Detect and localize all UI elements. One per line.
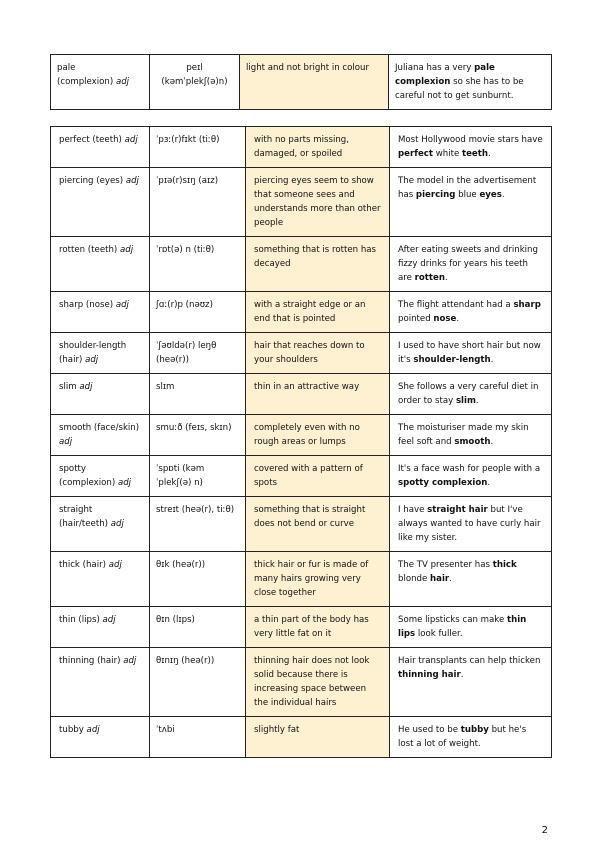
example-cell bbox=[390, 552, 552, 607]
example-bold: straight hair bbox=[427, 505, 488, 515]
word: spotty (complexion) bbox=[59, 464, 116, 488]
word-cell bbox=[51, 497, 150, 552]
part-of-speech: adj bbox=[120, 245, 134, 255]
example-text: Most Hollywood movie stars have bbox=[398, 135, 543, 145]
table-row bbox=[51, 168, 552, 237]
part-of-speech: adj bbox=[79, 382, 93, 392]
pronunciation-line-2: (kəmˈplekʃ(ə)n) bbox=[161, 77, 228, 87]
word-cell bbox=[51, 607, 150, 648]
example-bold: tubby bbox=[460, 725, 489, 735]
example-bold: thinning hair bbox=[398, 670, 461, 680]
word: smooth (face/skin) bbox=[59, 423, 140, 433]
example-text: but he's lost a lot of weight. bbox=[398, 725, 527, 749]
definition-cell: thick hair or fur is made of many hairs growing very close together bbox=[246, 552, 390, 607]
example-cell bbox=[390, 717, 552, 758]
part-of-speech: adj bbox=[115, 300, 129, 310]
word: straight (hair/teeth) bbox=[59, 505, 108, 529]
example-text: . bbox=[475, 396, 479, 406]
example-bold: pale complexion bbox=[395, 63, 495, 87]
word: pale bbox=[57, 63, 76, 73]
pronunciation-cell: θɪk (heə(r)) bbox=[150, 552, 246, 607]
word-cell bbox=[51, 55, 150, 110]
word-cell bbox=[51, 456, 150, 497]
definition-cell: thin in an attractive way bbox=[246, 374, 390, 415]
word-note: (complexion) bbox=[57, 77, 114, 87]
example-bold: perfect bbox=[398, 149, 433, 159]
example-cell bbox=[390, 415, 552, 456]
word: sharp (nose) bbox=[59, 300, 114, 310]
word: shoulder-length (hair) bbox=[59, 341, 127, 365]
example-text: look fuller. bbox=[415, 629, 463, 639]
part-of-speech: adj bbox=[86, 725, 100, 735]
example-text: Juliana has a very bbox=[395, 63, 475, 73]
definition-cell: hair that reaches down to your shoulders bbox=[246, 333, 390, 374]
definition-cell: light and not bright in colour bbox=[240, 55, 389, 110]
example-cell bbox=[390, 333, 552, 374]
definition-cell: covered with a pattern of spots bbox=[246, 456, 390, 497]
example-bold: thin lips bbox=[398, 615, 527, 639]
example-cell bbox=[390, 374, 552, 415]
pronunciation-line-1: peɪl bbox=[186, 63, 203, 73]
table-row bbox=[51, 127, 552, 168]
word-cell bbox=[51, 648, 150, 717]
word: piercing (eyes) bbox=[59, 176, 124, 186]
example-bold: hair bbox=[430, 574, 450, 584]
pronunciation-cell: ˈpɜː(r)fɪkt (tiːθ) bbox=[150, 127, 246, 168]
word-cell bbox=[51, 168, 150, 237]
table-row bbox=[51, 552, 552, 607]
example-cell bbox=[390, 607, 552, 648]
example-text: The TV presenter has bbox=[398, 560, 493, 570]
table-row bbox=[51, 292, 552, 333]
example-bold: eyes bbox=[479, 190, 502, 200]
example-bold: nose bbox=[433, 314, 457, 324]
definition-cell: something that is straight does not bend or curve bbox=[246, 497, 390, 552]
example-text: white bbox=[433, 149, 462, 159]
example-text: She follows a very careful diet in order to stay bbox=[398, 382, 539, 406]
example-bold: shoulder-length bbox=[413, 355, 491, 365]
example-text: It's a face wash for people with a bbox=[398, 464, 541, 474]
example-bold: rotten bbox=[414, 273, 445, 283]
table-row bbox=[51, 497, 552, 552]
example-cell bbox=[390, 497, 552, 552]
example-text: The moisturiser made my skin feel soft and bbox=[398, 423, 529, 447]
table-row bbox=[51, 648, 552, 717]
word: thinning (hair) bbox=[59, 656, 121, 666]
example-cell bbox=[390, 127, 552, 168]
example-bold: thick bbox=[492, 560, 517, 570]
example-text: . bbox=[460, 670, 464, 680]
example-cell bbox=[390, 168, 552, 237]
definition-cell: something that is rotten has decayed bbox=[246, 237, 390, 292]
definition-cell: thinning hair does not look solid because there is increasing space between the individual hairs bbox=[246, 648, 390, 717]
table-row bbox=[51, 415, 552, 456]
table-row bbox=[51, 607, 552, 648]
part-of-speech: adj bbox=[124, 135, 138, 145]
example-text: . bbox=[490, 437, 494, 447]
pronunciation-cell: ʃɑː(r)p (nəʊz) bbox=[150, 292, 246, 333]
example-text: blue bbox=[455, 190, 480, 200]
word-cell bbox=[51, 127, 150, 168]
part-of-speech: adj bbox=[85, 355, 99, 365]
definition-cell: a thin part of the body has very little fat on it bbox=[246, 607, 390, 648]
example-text: but I've always wanted to have curly hair like my sister. bbox=[398, 505, 541, 543]
example-bold: slim bbox=[455, 396, 476, 406]
example-text: pointed bbox=[398, 314, 434, 324]
part-of-speech: adj bbox=[123, 656, 137, 666]
example-bold: spotty complexion bbox=[398, 478, 488, 488]
page-number: 2 bbox=[541, 825, 548, 836]
example-text: Some lipsticks can make bbox=[398, 615, 507, 625]
word-cell bbox=[51, 374, 150, 415]
table-row bbox=[51, 237, 552, 292]
word-cell bbox=[51, 552, 150, 607]
example-cell bbox=[390, 237, 552, 292]
pronunciation-cell: ˈspɒti (kəmˈplekʃ(ə) n) bbox=[150, 456, 246, 497]
example-text: The flight attendant had a bbox=[398, 300, 514, 310]
word: thin (lips) bbox=[59, 615, 100, 625]
part-of-speech: adj bbox=[117, 478, 132, 488]
part-of-speech: adj bbox=[59, 437, 73, 447]
example-cell bbox=[390, 456, 552, 497]
word: slim bbox=[59, 382, 77, 392]
pronunciation-cell: ˈrɒt(ə) n (tiːθ) bbox=[150, 237, 246, 292]
pronunciation-cell: θɪn (lɪps) bbox=[150, 607, 246, 648]
example-text: . bbox=[444, 273, 448, 283]
pronunciation-cell: streɪt (heə(r), tiːθ) bbox=[150, 497, 246, 552]
definition-cell: slightly fat bbox=[246, 717, 390, 758]
word-cell bbox=[51, 237, 150, 292]
part-of-speech: adj bbox=[115, 77, 130, 87]
table-row bbox=[51, 717, 552, 758]
definition-cell: with a straight edge or an end that is pointed bbox=[246, 292, 390, 333]
example-text: I used to have short hair but now it's bbox=[398, 341, 541, 365]
example-text: After eating sweets and drinking fizzy drinks for years his teeth are bbox=[398, 245, 538, 283]
part-of-speech: adj bbox=[110, 519, 124, 529]
word: thick (hair) bbox=[59, 560, 106, 570]
example-bold: sharp bbox=[513, 300, 541, 310]
pronunciation-cell: ˈʃəʊldə(r) leŋθ (heə(r)) bbox=[150, 333, 246, 374]
table-row bbox=[51, 374, 552, 415]
word: perfect (teeth) bbox=[59, 135, 122, 145]
word-cell bbox=[51, 717, 150, 758]
word: tubby bbox=[59, 725, 84, 735]
word: rotten (teeth) bbox=[59, 245, 118, 255]
example-cell bbox=[389, 55, 552, 110]
example-text: . bbox=[456, 314, 460, 324]
example-text: . bbox=[490, 355, 494, 365]
definition-cell: with no parts missing, damaged, or spoiled bbox=[246, 127, 390, 168]
example-text: I have bbox=[398, 505, 428, 515]
word-cell bbox=[51, 415, 150, 456]
pronunciation-cell: smuːð (feɪs, skɪn) bbox=[150, 415, 246, 456]
definition-cell: piercing eyes seem to show that someone sees and understands more than other people bbox=[246, 168, 390, 237]
pronunciation-cell bbox=[150, 55, 240, 110]
part-of-speech: adj bbox=[125, 176, 139, 186]
definition-cell: completely even with no rough areas or lumps bbox=[246, 415, 390, 456]
table-row bbox=[51, 55, 552, 110]
example-text: . bbox=[501, 190, 505, 200]
top-vocabulary-table bbox=[50, 54, 552, 110]
pronunciation-cell: slɪm bbox=[150, 374, 246, 415]
word-cell bbox=[51, 333, 150, 374]
example-text: . bbox=[487, 149, 491, 159]
pronunciation-cell: ˈpɪə(r)sɪŋ (aɪz) bbox=[150, 168, 246, 237]
example-text: He used to be bbox=[398, 725, 461, 735]
part-of-speech: adj bbox=[108, 560, 122, 570]
pronunciation-cell: θɪnɪŋ (heə(r)) bbox=[150, 648, 246, 717]
example-text: so she has to be careful not to get sunburnt. bbox=[395, 77, 524, 101]
word-cell bbox=[51, 292, 150, 333]
table-row bbox=[51, 333, 552, 374]
table-row bbox=[51, 456, 552, 497]
example-bold: smooth bbox=[454, 437, 491, 447]
example-cell bbox=[390, 292, 552, 333]
example-text: The model in the advertisement has bbox=[398, 176, 537, 200]
example-text: . bbox=[487, 478, 491, 488]
example-bold: piercing bbox=[415, 190, 456, 200]
example-cell bbox=[390, 648, 552, 717]
example-text: Hair transplants can help thicken bbox=[398, 656, 541, 666]
part-of-speech: adj bbox=[102, 615, 116, 625]
pronunciation-cell: ˈtʌbi bbox=[150, 717, 246, 758]
main-vocabulary-table bbox=[50, 126, 552, 758]
example-bold: teeth bbox=[461, 149, 488, 159]
example-text: blonde bbox=[398, 574, 431, 584]
example-text: . bbox=[449, 574, 452, 584]
